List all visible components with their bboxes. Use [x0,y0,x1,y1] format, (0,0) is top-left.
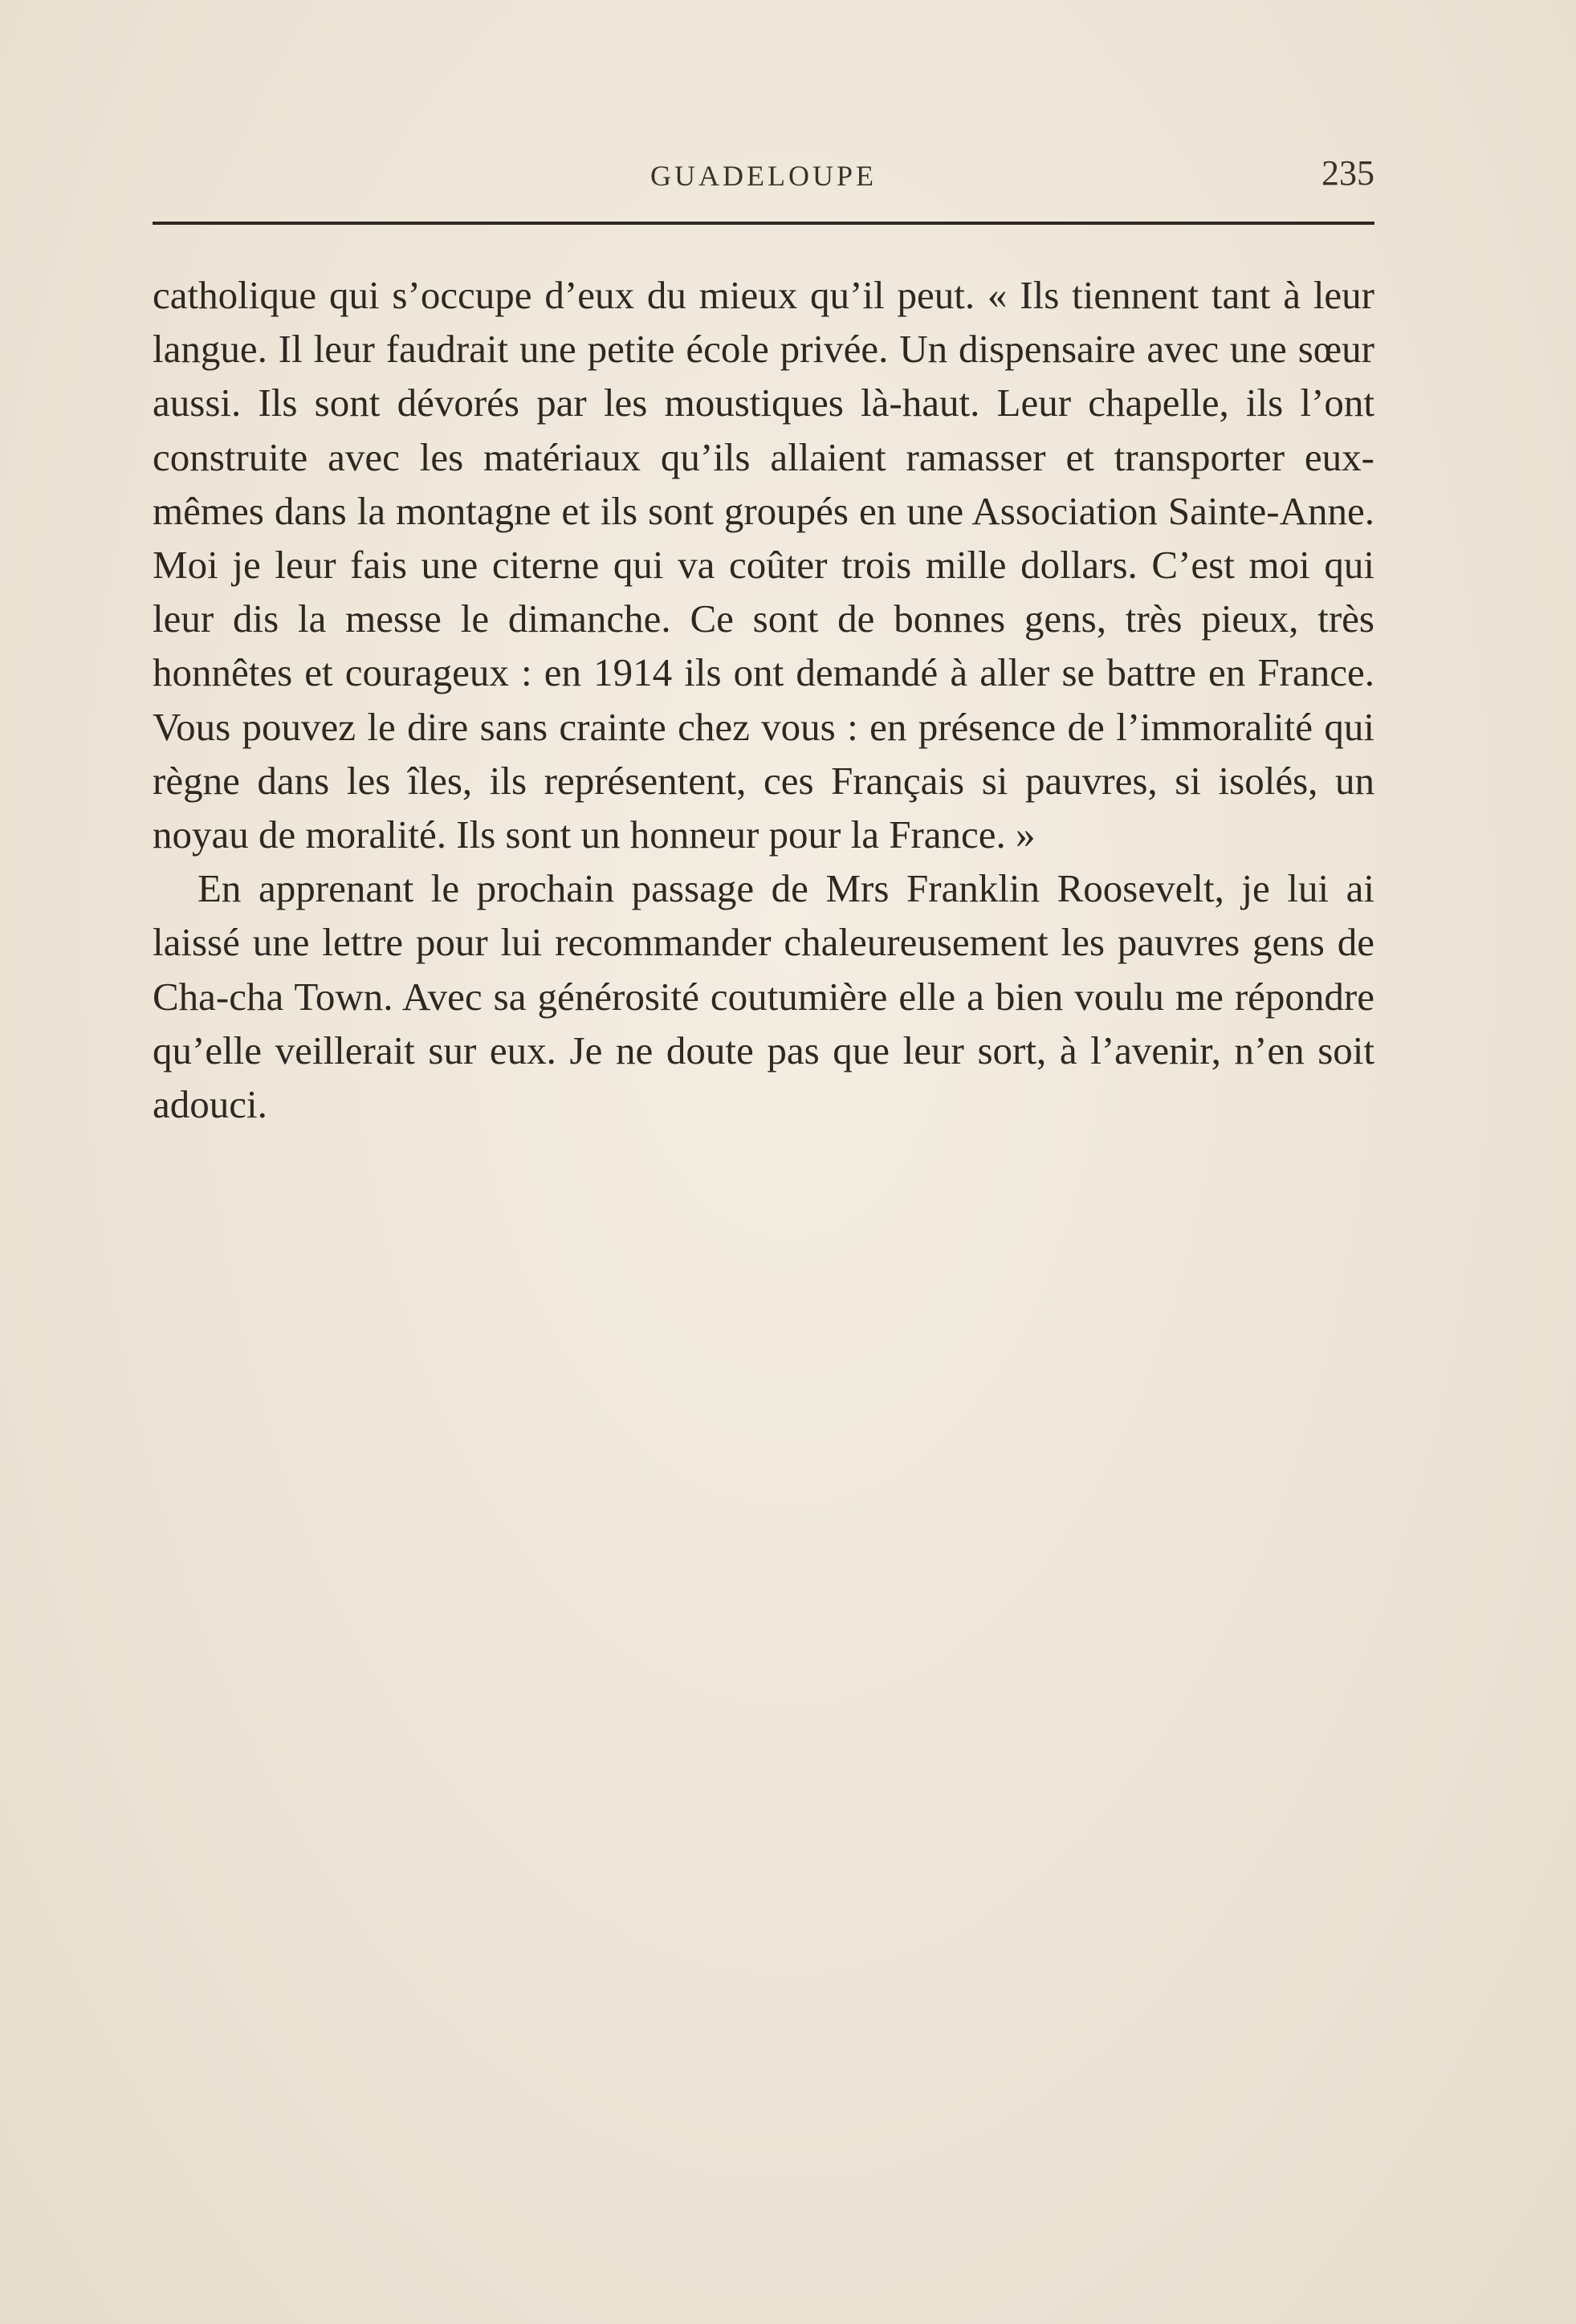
paragraph-2: En apprenant le prochain passage de Mrs Franklin Roosevelt, je lui ai laissé une lettre pour lui recommander chaleureusement les pauvres gens de Cha-cha Town. Avec sa générosité coutumière elle a bien voulu me répondre qu’elle veillerait sur eux. Je ne doute pas que leur sort, à l’avenir, n’en soit adouci. [153,866,1374,1127]
page-number: 235 [1321,153,1374,193]
body-text [153,268,1374,1131]
paragraph-1: catholique qui s’occupe d’eux du mieux qu’il peut. « Ils tiennent tant à leur langue. Il leur faudrait une petite école privée. Un dispensaire avec une sœur aussi. Ils sont dévorés par les moustiques là-haut. Leur chapelle, ils l’ont construite avec les matériaux qu’ils allaient ramasser et transporter eux-mêmes dans la montagne et ils sont groupés en une Association Sainte-Anne. Moi je leur fais une citerne qui va coûter trois mille dollars. C’est moi qui leur dis la messe le dimanche. Ce sont de bonnes gens, très pieux, très honnêtes et courageux : en 1914 ils ont demandé à aller se battre en France. Vous pouvez le dire sans crainte chez vous : en présence de l’immoralité qui règne dans les îles, ils représentent, ces Français si pauvres, si isolés, un noyau de moralité. Ils sont un honneur pour la France. » [153,273,1374,857]
running-head [153,153,1374,201]
header-rule [153,222,1374,225]
running-title: GUADELOUPE [650,160,877,192]
